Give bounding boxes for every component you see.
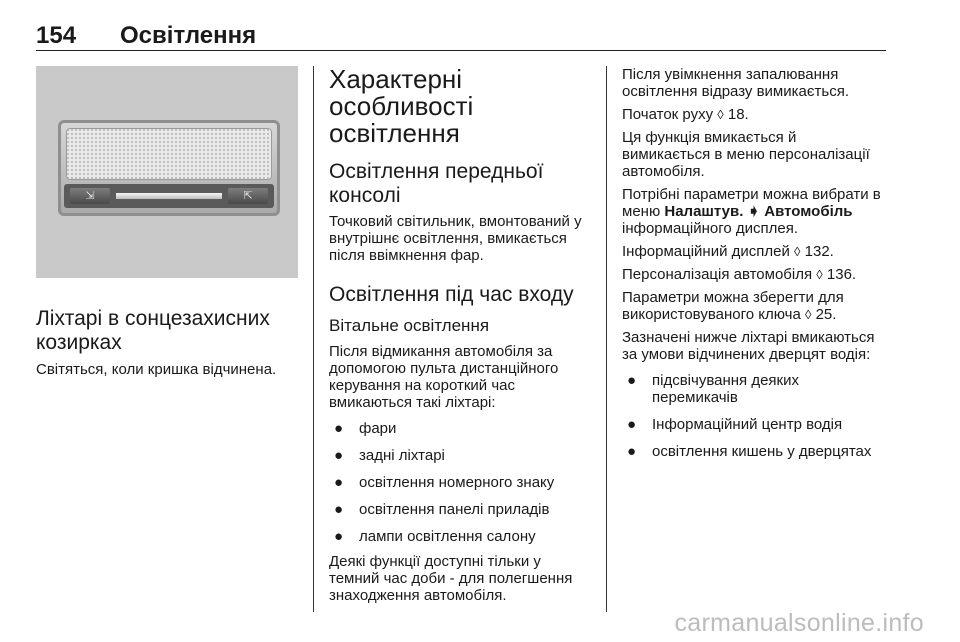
left-reading-light-switch-icon: ⇲ (70, 188, 110, 204)
xref-icon: ◊ (804, 307, 812, 322)
page-number: 154 (36, 22, 77, 49)
driver-door-lights-list (622, 372, 888, 460)
list-item: ● фари (334, 420, 397, 437)
subheading-welcome-lighting: Вітальне освітлення (329, 316, 490, 335)
list-item: ● освітлення панелі приладів (334, 501, 550, 518)
front-console-text: Точковий світильник, вмонтований у внутрішнє освітлення, вмикається після ввімкнення фар. (329, 213, 582, 264)
list-item: ● підсвічування деяких перемикачів (627, 372, 799, 406)
subheading-front-console: Освітлення передньої консолі (329, 160, 544, 207)
right-reading-light-switch-icon: ⇱ (228, 188, 268, 204)
list-item: ● Інформаційний центр водія (627, 416, 843, 433)
column-3 (622, 66, 888, 460)
xref-icon: ◊ (794, 244, 801, 259)
xref-driving-start: Початок руху ◊ 18. (622, 106, 749, 123)
page-title: Освітлення (120, 22, 257, 49)
driver-door-lights-text: Зазначені нижче ліхтарі вмикаються за умови відчинених дверцят водія: (622, 329, 875, 363)
welcome-lights-list (329, 420, 591, 545)
xref-info-display: Інформаційний дисплей ◊ 132. (622, 243, 834, 260)
welcome-lighting-text: Після відмикання автомобіля за допомогою пульта дистанційного керування на короткий час вмикаються такі ліхтарі: (329, 343, 559, 411)
xref-icon: ◊ (717, 107, 724, 122)
lamp-lens (66, 128, 272, 180)
lamp-switch-bar (64, 184, 274, 208)
personalization-text: Ця функція вмикається й вимикається в меню персоналізації автомобіля. (622, 129, 870, 180)
section-heading-vanity-lights: Ліхтарі в сонцезахисних козирках (36, 307, 270, 354)
closing-text: Деякі функції доступні тільки у темний час доби - для полегшення знаходження автомобіля. (329, 553, 573, 604)
list-item: ● освітлення номерного знаку (334, 474, 555, 491)
interior-lamp-photo (36, 66, 298, 278)
chrome-strip (116, 193, 222, 199)
watermark: carmanualsonline.info (674, 609, 924, 637)
xref-key-settings: Параметри можна зберегти для використовуваного ключа ◊ 25. (622, 289, 844, 323)
page-header (36, 10, 886, 51)
xref-vehicle-personalization: Персоналізація автомобіля ◊ 136. (622, 266, 857, 283)
menu-arrow-icon: ➧ (747, 203, 761, 220)
list-item: ● задні ліхтарі (334, 447, 445, 464)
column-1 (36, 66, 298, 378)
subheading-entry-lighting: Освітлення під час входу (329, 283, 574, 306)
column-divider (606, 66, 607, 612)
vanity-lights-text: Світяться, коли кришка відчинена. (36, 361, 277, 378)
xref-icon: ◊ (816, 267, 823, 282)
lamp-frame (58, 120, 280, 216)
list-item: ● лампи освітлення салону (334, 528, 536, 545)
section-heading-lighting-features: Характерні особливості освітлення (329, 64, 474, 148)
column-2 (329, 66, 591, 604)
menu-path-text: Потрібні параметри можна вибрати в меню Налаштув. ➧ Автомобіль інформаційного дисплея. (622, 186, 881, 237)
ignition-text: Після увімкнення запалювання освітлення відразу вимикається. (622, 66, 849, 100)
column-divider (313, 66, 314, 612)
list-item: ● освітлення кишень у дверцятах (627, 443, 872, 460)
